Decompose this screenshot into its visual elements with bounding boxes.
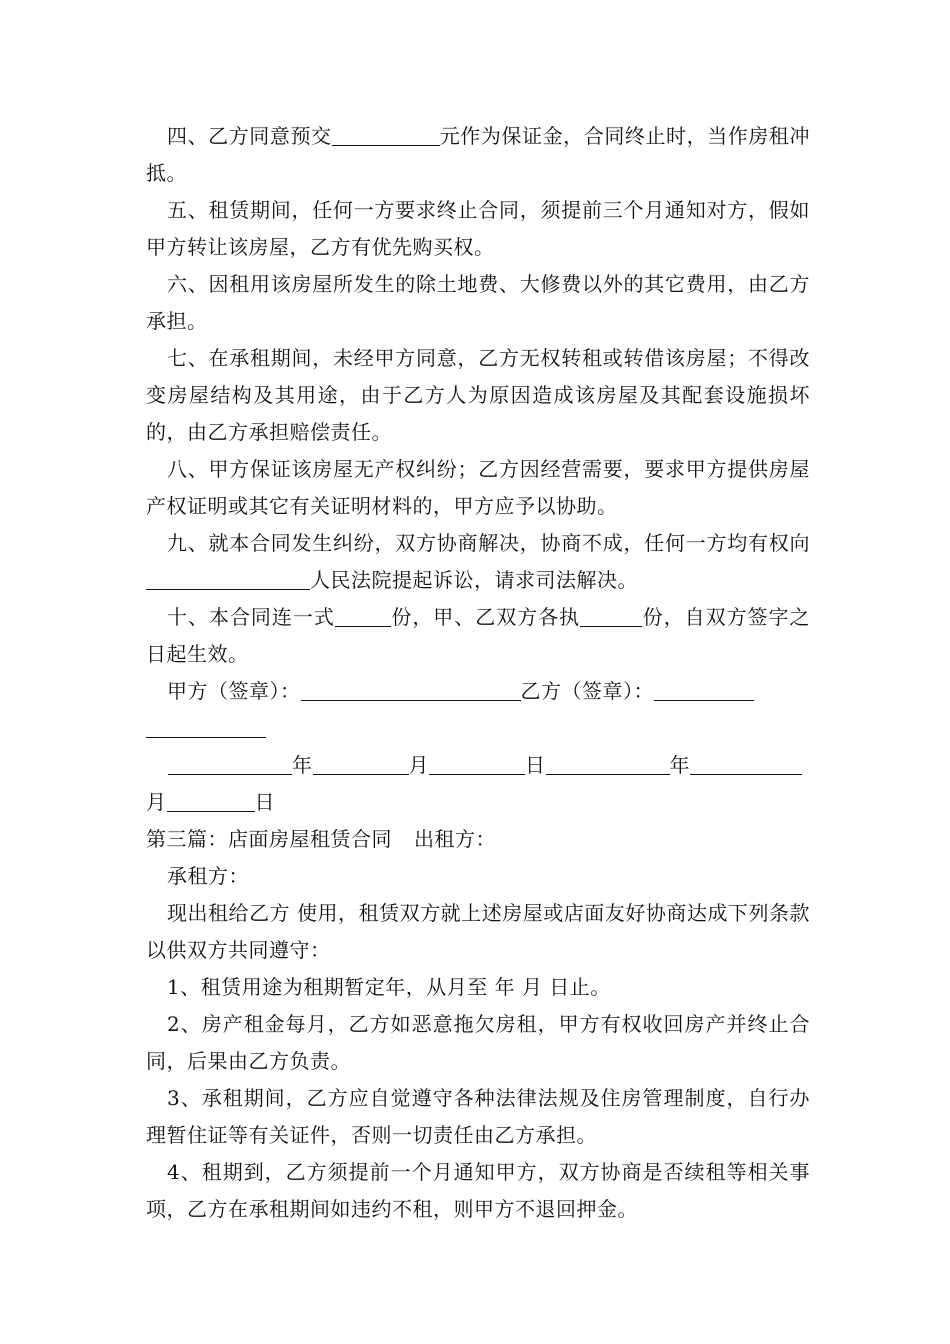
party-b-signature-blank-cont (146, 713, 266, 738)
section-3-title: 第三篇：店面房屋租赁合同 (146, 827, 392, 851)
section-3-heading (146, 821, 810, 858)
document-body (146, 118, 810, 1228)
clause-4 (146, 118, 810, 192)
section-3-item-4: 4、租期到，乙方须提前一个月通知甲方，双方协商是否续租等相关事项，乙方在承租期间如违约不租，则甲方不退回押金。 (146, 1160, 810, 1221)
date-line (146, 747, 810, 821)
clause-10-text-c: 份，自双方签字之日起生效。 (146, 605, 811, 666)
year-label-b: 年 (669, 753, 690, 777)
clause-8: 八、甲方保证该房屋无产权纠纷；乙方因经营需要，要求甲方提供房屋产权证明或其它有关证明材料的，甲方应予以协助。 (146, 457, 810, 518)
clause-6: 六、因租用该房屋所发生的除土地费、大修费以外的其它费用，由乙方承担。 (146, 272, 810, 333)
clause-9-text-a: 九、就本合同发生纠纷，双方协商解决，协商不成，任何一方均有权向 (167, 531, 810, 555)
clause-5: 五、租赁期间，任何一方要求终止合同，须提前三个月通知对方，假如甲方转让该房屋，乙方有优先购买权。 (146, 198, 810, 259)
party-b-signature-blank (654, 676, 754, 701)
party-b-year-blank (546, 750, 670, 775)
clause-7: 七、在承租期间，未经甲方同意，乙方无权转租或转借该房屋；不得改变房屋结构及其用途，由于乙方人为原因造成该房屋及其配套设施损坏的，由乙方承担赔偿责任。 (146, 346, 810, 444)
day-label-b: 日 (254, 790, 275, 814)
deposit-blank (332, 121, 440, 146)
party-b-day-blank (167, 787, 255, 812)
clause-10-text-a: 十、本合同连一式 (167, 605, 335, 629)
section-3-item-3: 3、承租期间，乙方应自觉遵守各种法律法规及住房管理制度，自行办理暂住证等有关证件，否则一切责任由乙方承担。 (146, 1086, 810, 1147)
copies-total-blank (335, 602, 391, 627)
clause-10-text-b: 份，甲、乙双方各执 (390, 605, 581, 629)
clause-9-text-b: 人民法院提起诉讼，请求司法解决。 (310, 568, 638, 592)
month-label-b: 月 (146, 790, 167, 814)
signature-line (146, 673, 810, 747)
party-b-label: 乙方（签章）： (520, 679, 654, 703)
party-a-year-blank (168, 750, 292, 775)
clause-4-text-b: 元作为保证金，合同终止时，当作房租冲抵。 (146, 124, 811, 185)
clause-4-text-a: 四、乙方同意预交 (167, 124, 332, 148)
day-label-a: 日 (525, 753, 546, 777)
court-blank (146, 565, 310, 590)
party-a-signature-blank (301, 676, 521, 701)
party-a-day-blank (429, 750, 525, 775)
lessee-label: 承租方： (167, 864, 249, 888)
lessor-label: 出租方： (414, 827, 496, 851)
party-a-label: 甲方（签章）： (167, 679, 301, 703)
clause-9 (146, 525, 810, 599)
clause-10 (146, 599, 810, 673)
party-b-month-blank-a (690, 750, 802, 775)
section-3-item-1: 1、租赁用途为租期暂定年，从月至 年 月 日止。 (167, 975, 611, 999)
month-label-a: 月 (408, 753, 429, 777)
year-label-a: 年 (292, 753, 313, 777)
copies-each-blank (580, 602, 642, 627)
party-a-month-blank (313, 750, 409, 775)
section-3-item-2: 2、房产租金每月，乙方如恶意拖欠房租，甲方有权收回房产并终止合同，后果由乙方负责。 (146, 1012, 810, 1073)
section-3-intro: 现出租给乙方 使用，租赁双方就上述房屋或店面友好协商达成下列条款以供双方共同遵守： (146, 901, 810, 962)
